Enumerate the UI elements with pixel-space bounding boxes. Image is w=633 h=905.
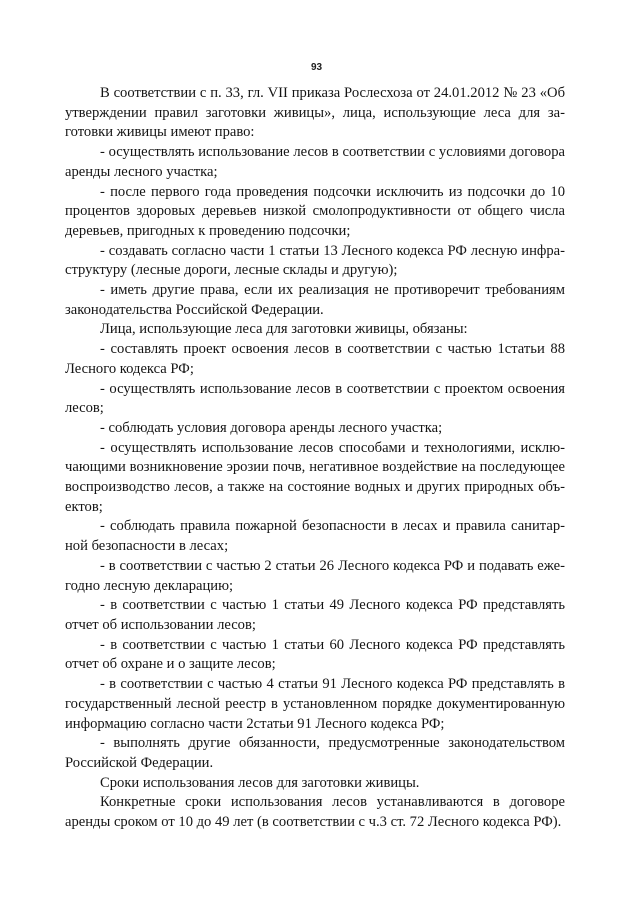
document-body	[65, 84, 565, 833]
paragraph-duty-protection-report: - в соответствии с частью 1 статьи 60 Лесного кодекса РФ представлять отчет об охране и о защите лесов;	[65, 636, 565, 673]
paragraph-duty-other: - выполнять другие обязанности, предусмотренные законодательством Российской Федерации.	[65, 735, 565, 771]
paragraph-intro-obligations: Лица, использующие леса для заготовки живицы, обязаны:	[100, 321, 468, 338]
paragraph-right-exclude-trees: - после первого года проведения подсочки исключить из подсочки до 10 процентов здоровых деревьев низкой смолопродуктивности от общего числа деревьев, пригодных к проведению подсочки;	[65, 183, 565, 239]
paragraph-terms-heading: Сроки использования лесов для заготовки живицы.	[100, 774, 420, 791]
paragraph-duty-lease-terms: - соблюдать условия договора аренды лесного участка;	[100, 419, 443, 436]
paragraph-duty-use-report: - в соответствии с частью 1 статьи 49 Лесного кодекса РФ представлять отчет об использовании лесов;	[65, 597, 565, 633]
paragraph-duty-technologies: - осуществлять использование лесов способами и технологиями, исключающими возникновение эрозии почв, негативное воздействие на последующее воспроизводство лесов, а также на состояние водных и других природных объектов;	[65, 439, 565, 515]
paragraph-duty-forest-register: - в соответствии с частью 4 статьи 91 Лесного кодекса РФ представлять в государственный лесной реестр в установленном порядке документированную информацию согласно части 2статьи 91 Лесного кодекса РФ;	[65, 676, 565, 732]
paragraph-intro-rights: В соответствии с п. 33, гл. VII приказа Рослесхоза от 24.01.2012 № 23 «Об утверждении правил заготовки живицы», лица, использующие леса для заготовки живицы имеют право:	[65, 85, 565, 141]
paragraph-right-lease-use: - осуществлять использование лесов в соответствии с условиями договора аренды лесного участка;	[65, 144, 565, 180]
paragraph-duty-declaration: - в соответствии с частью 2 статьи 26 Лесного кодекса РФ и подавать ежегодно лесную декларацию;	[65, 557, 565, 594]
paragraph-duty-fire-safety: - соблюдать правила пожарной безопасности в лесах и правила санитарной безопасности в лесах;	[65, 518, 565, 555]
paragraph-right-other: - иметь другие права, если их реализация не противоречит требованиям законодательства Российской Федерации.	[65, 282, 565, 318]
paragraph-right-infrastructure: - создавать согласно части 1 статьи 13 Лесного кодекса РФ лесную инфраструктуру (лесные дороги, лесные склады и другую);	[65, 242, 565, 279]
paragraph-duty-development-project: - составлять проект освоения лесов в соответствии с частью 1статьи 88 Лесного кодекса РФ;	[65, 341, 565, 377]
paragraph-duty-use-per-project: - осуществлять использование лесов в соответствии с проектом освоения лесов;	[65, 380, 565, 417]
page-number: 93	[310, 62, 323, 73]
paragraph-terms-detail: Конкретные сроки использования лесов устанавливаются в договоре аренды сроком от 10 до 49 лет (в соответствии с ч.3 ст. 72 Лесного кодекса РФ).	[65, 794, 565, 831]
